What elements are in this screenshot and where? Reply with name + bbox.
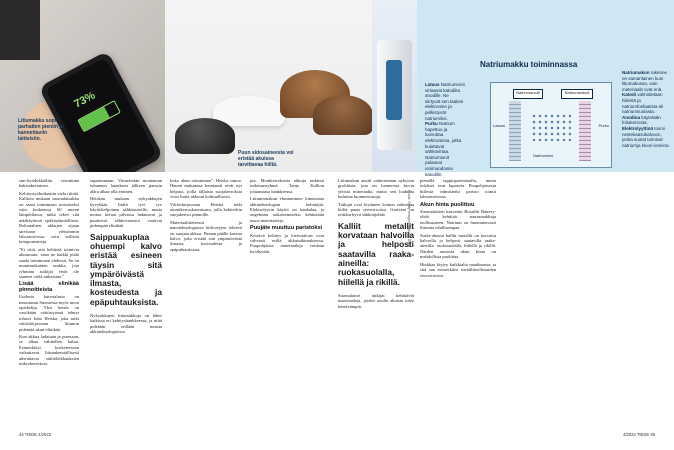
paragraph: Suomalaiset tutkijat kehittävät materiaaleja, joiden avulla akuista tulee kestävämpiä. xyxy=(338,292,414,309)
battery-photo xyxy=(372,0,417,172)
cathode-label: Natriumkatodi xyxy=(561,89,593,99)
paragraph: Nykyakkujen litiumakkuja on lähes kaikissa eri kehityshankkeessa, ja niitä pidetään erillään muista akkuteknologioista. xyxy=(90,313,162,335)
article-column-3 xyxy=(170,178,242,254)
battery-percent: 73% xyxy=(72,89,98,111)
black-powder-mound xyxy=(175,118,235,154)
brown-powder-mound xyxy=(313,95,372,135)
paragraph: Hiekkaa löytyy kaikkialta maailmasta, ja sitä saa esimerkiksi metalliteollisuuden sivuvirroista. xyxy=(420,261,496,278)
infographic-title: Natriumakku toiminnassa xyxy=(480,60,578,69)
discharge-label: Purku xyxy=(598,123,609,128)
paragraph: Kehitystyöhuikeniin viela riittää. Kalliom mukaan suomalaisakku on saatu toimimaan toistaiseksi vain korkeassa 60 asteen lämpötilassa, mikä tekee sitä arkikäytössä epäkäytännöllisen. Rokonaliten akkujen sijaan tarvitaan yleisimmin laboratoriossa vain erillisiä komponentteja. xyxy=(19,190,79,245)
paragraph: Kestävä kehitys ja kiertotalous ovat vahvasti esillä akkututkimuksessa. Puupohjaisia materiaaleja voidaan hyödyntää. xyxy=(250,232,324,254)
page-folio-left: 44 TIEDE 4/2022 xyxy=(19,432,52,437)
anode-label: Natriumanodi xyxy=(513,89,543,99)
paragraph: sim-hyödykkäiliin verrattuna kaksinkertainen. xyxy=(19,178,79,189)
pull-quote: Saippuakuplaa ohuempi kalvo eristää esineen täysin sitä ympäröivästä ilmasta, kosteudesta ja epäpuhtauksista. xyxy=(90,231,162,307)
article-column-5 xyxy=(338,178,414,311)
anode-plate xyxy=(509,101,521,161)
paragraph: rapautumaan. Viimeisiään muutaman tuhannen latauksen jälkeen parasin akku alkaa olla entinen. xyxy=(90,178,162,194)
paragraph: ”Ei riitä, että kehittää toimivia akunosaia, vaan ne kaikki pitää saada toimimaan yhdessä. Se on monimutkainen urakka, jota ryhmäm tutkijat eivät ole saaneet vielä ratkaistua.” xyxy=(19,246,79,279)
pull-quote: Kalliit metallit korvataan halvoilla ja helposti saatavilla raaka-aineilla: ruokasuolalla, hiilellä ja rikillä. xyxy=(338,220,414,287)
phone-photo xyxy=(0,0,165,172)
paragraph: Heiskan mukaan nykyakkujen kyvykkäs lisätä tyvi tyv käyttökelpoinen sähköautoille, mutta monta kertaa pilvassa ladattavat ja puuttuvat sähkövarastot vaativat pidempää elinikää. xyxy=(90,196,162,229)
paragraph: Uudesta kasvualasta on innostunut Suomessa myös moni opiskelija. Yksi heistä on vastikään väitöstyönsä tehnyt tohtori Juho Heiska, joka tutki väitöskirjassaan litiumin pidentää akun elinikää. xyxy=(19,294,79,332)
note-head: Anodina xyxy=(622,114,640,120)
cathode-plate xyxy=(579,101,591,161)
article-column-6 xyxy=(420,178,496,280)
note-body: käytetään foliokerrosta. xyxy=(622,114,661,126)
paragraph: pienellä tappiopotentiaalla, mutta tulokset ovat lupaavia. Puupohjaisesta hiilestä valmistettu paristo toimii laboratoriossa. xyxy=(420,178,496,200)
paragraph: Materiaalitieteessä ja nanoteknologiassa hiilivetyjen tehtävä on suojata akkua. Pinnan päälle kasvaa kalvo, joka eristää sitä ympäröivästä ilmasta, kosteudesta ja epäpuhtauksista. xyxy=(170,219,242,252)
article-column-2 xyxy=(90,178,162,337)
paragraph: Väitöskirjassaan Heiska tutki atomikerroskasvatusta, jolla kehitettiin suojakerros pinnoille. xyxy=(170,201,242,218)
photo-credit: Kuvat: Getty Images / Daniela Roos xyxy=(407,190,411,248)
phone-caption: Litiumakku sopii parhaiten pieniin ja kannettaviin laitteisiin. xyxy=(18,118,64,142)
article-column-1 xyxy=(19,178,79,368)
note-body: Natrium hapettuu ja luovuttaa elektroninsa, jotka kuluttavat sähkövirtaa. Natriumionit palaavat ionimuodossa katodille. xyxy=(425,121,462,177)
minerals-caption: Puun sidosaineesta voi eristää akuissa tarvittavaa hiiltä. xyxy=(238,150,294,168)
note-body: valmistetaan hiilestä ja natriumfosfaatista eli natriumsuolasta. xyxy=(622,92,664,115)
paragraph: koko akun toimintaan”, Heiska sanoo. Hänen mukaansa kemiantit eivät nyt helpota, joilla tällaisia suojakerroksia voisi lisätä akkuun kohtuullisesti. xyxy=(170,178,242,200)
paragraph: Suomalaisten kasvaitut Broadfit Battery-yhtiö kehittää natriumakkuja teollisuuteen. Natrium on huomattavasti litiumia edullisempaa. xyxy=(420,209,496,231)
paragraph: Kun akkua ladataan ja puretaan, se alkaa vähitellen kulua. Esimerkiksi kosketeeseen vaikuttavat litiumkemiallisesti aiheuttavat säiliöleikkauksien mikrokerroksia. xyxy=(19,333,79,366)
paragraph: Litiumakun anodi valmistetaan nykyisin grafiitista, jota on luonnossa hyvin yleistä mineraalia, mutta sen louhinta kuluttaa luonnonvaroja. xyxy=(338,178,414,200)
infographic-left-notes xyxy=(425,82,465,177)
battery-cell-diagram xyxy=(490,82,612,168)
article-column-4 xyxy=(250,178,324,256)
note-head: Lataus xyxy=(425,82,440,87)
note-body: toimii nestekaasukalvoon, jonka suolat toimivat natriumja kloori-ioneina. xyxy=(622,125,670,148)
paragraph: pia. Monikerroksisia akkuja tutkinut tutkimusryhmä Tanja Kallion johtamassa hankkeessa. xyxy=(250,178,324,194)
section-heading: Akun hinta puolittuu xyxy=(420,201,475,208)
note-body: Natriumionit virtaavat katodilta anodille. Ne siirtyvät sen taakse elektronien ja pelkistyvät natriumiksi. xyxy=(425,82,465,121)
note-head: Katodi xyxy=(622,92,636,98)
charge-label: Lataus xyxy=(493,123,506,128)
ion-dots xyxy=(531,113,571,141)
note-head: Elektrolyyttinä xyxy=(622,125,654,131)
sodium-ion-label: Natriumioni xyxy=(533,153,554,158)
section-heading: Puujäte muuttuu paristoksi xyxy=(250,225,323,232)
laptop-image xyxy=(0,0,40,60)
page-folio-right: 4/2022 TIEDE 45 xyxy=(622,432,655,437)
note-head: Natriumakun xyxy=(622,70,650,75)
paragraph: Litiumionakun ehostaminen kiinnostaa akkuteknologian kehittäjiä. Elektrolyytin käyttö on hankalaa, ja ongelman ratkaisemiseksi kehitetään uusia materiaaleja. xyxy=(250,196,324,223)
note-body: rakenne on samanlainen kuin litiumakussa, vain materiaalit ovat eriä. xyxy=(622,70,668,92)
paragraph: Tutkijat ovat löytäneet keinon valmistaa hiiltä puun sivuvirroista. Grafeeni on erittäin hyvä sähkönjohde. xyxy=(338,201,414,218)
paragraph: Suola-akussa kalliit metallit on korvattu halvoilla ja helposti saatavilla raaka-aineilla: ruokasuolalla, hiilellä ja rikillä. Näiden ansiosta akun hinta on mahdollista puolittaa. xyxy=(420,232,496,260)
minerals-photo xyxy=(165,0,372,172)
note-head: Purku xyxy=(425,121,438,127)
infographic-right-notes xyxy=(622,70,670,148)
battery-label xyxy=(386,60,402,120)
section-heading: Lisää elinikää pinnoitteista xyxy=(19,281,79,293)
